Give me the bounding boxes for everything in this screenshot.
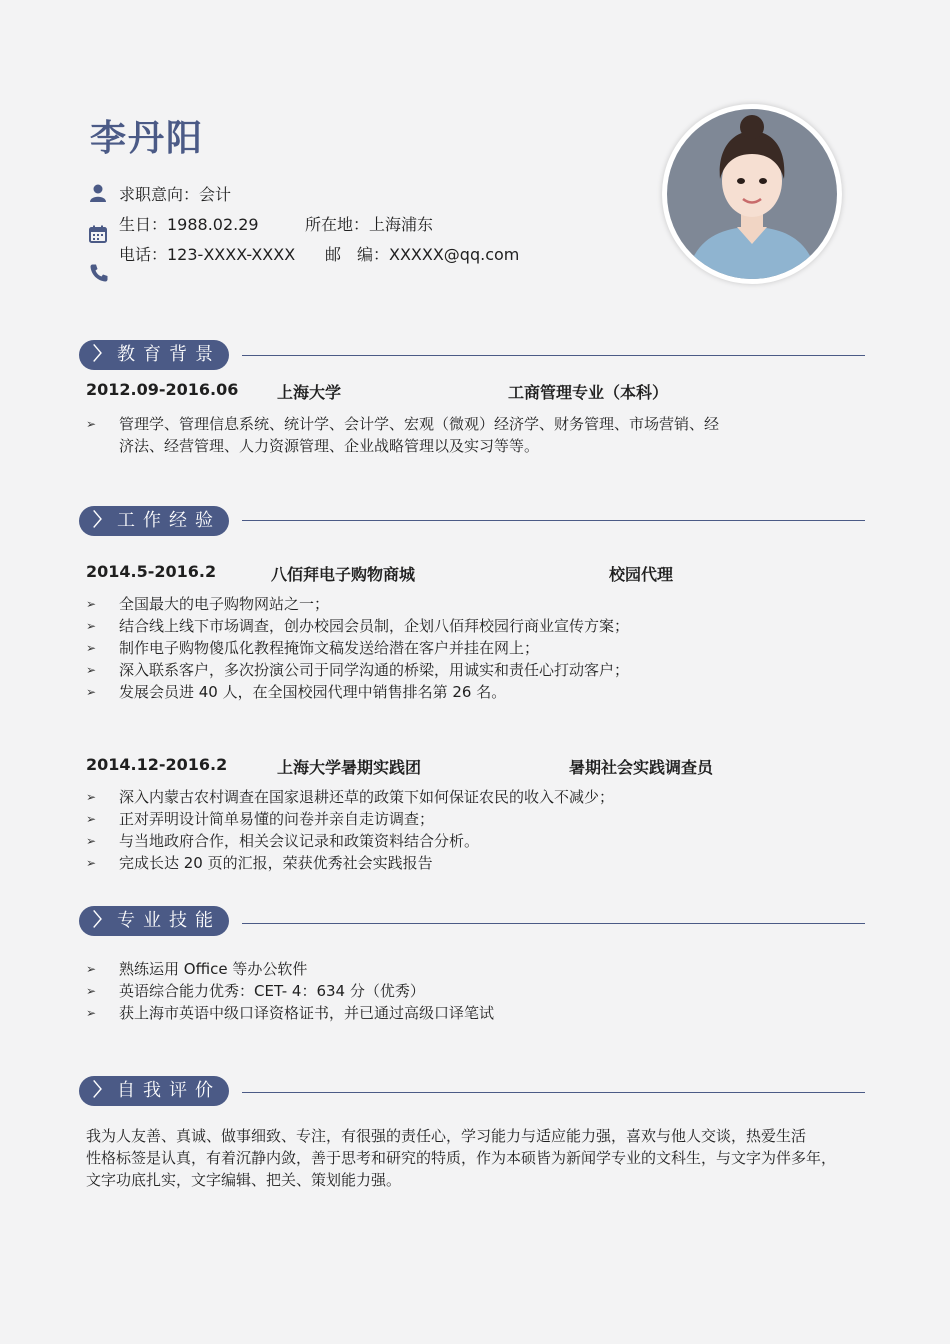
section-title: 自我评价 (117, 1080, 221, 1101)
arrow-bullet-icon: ➢ (86, 417, 97, 431)
edu-major: 工商管理专业（本科） (508, 383, 669, 402)
chevron-right-icon: 〉 (93, 1080, 111, 1101)
section-header-skills (79, 906, 229, 936)
chevron-right-icon: 〉 (93, 344, 111, 365)
edu-courses (86, 413, 719, 457)
arrow-bullet-icon: ➢ (86, 834, 97, 848)
edu-school: 上海大学 (277, 383, 342, 402)
birthday: 生日：1988.02.29 (119, 215, 259, 234)
work-role: 暑期社会实践调查员 (569, 758, 714, 777)
calendar-icon (88, 224, 108, 244)
work-items (86, 786, 614, 874)
list-item: ➢ 获上海市英语中级口译资格证书，并已通过高级口译笔试 (86, 1004, 495, 1022)
self-eval-line: 文字功底扎实，文字编辑、把关、策划能力强。 (86, 1171, 402, 1189)
self-eval-line: 我为人友善、真诚、做事细致、专注，有很强的责任心，学习能力与适应能力强，喜欢与他人交谈，热爱生活 (86, 1127, 807, 1145)
section-divider (242, 355, 865, 356)
section-divider (242, 520, 865, 521)
candidate-name: 李丹阳 (90, 118, 205, 159)
arrow-bullet-icon: ➢ (86, 962, 97, 976)
list-item: ➢ 英语综合能力优秀：CET- 4：634 分（优秀） (86, 982, 425, 1000)
location: 所在地：上海浦东 (305, 215, 434, 234)
self-eval-line: 性格标签是认真，有着沉静内敛，善于思考和研究的特质，作为本硕皆为新闻学专业的文科生，与文字为伴多年， (86, 1149, 837, 1167)
list-item: ➢ 正对弄明设计简单易懂的问卷并亲自走访调查； (86, 810, 435, 828)
list-item: ➢ 管理学、管理信息系统、统计学、会计学、宏观（微观）经济学、财务管理、市场营销、经 (86, 415, 720, 433)
list-item: ➢ 制作电子购物傻瓜化教程掩饰文稿发送给潜在客户并挂在网上； (86, 639, 540, 657)
arrow-bullet-icon: ➢ (86, 641, 97, 655)
work-date: 2014.5-2016.2 (86, 562, 217, 581)
job-intent: 求职意向：会计 (119, 185, 232, 204)
work-date: 2014.12-2016.2 (86, 755, 228, 774)
email: 邮 编：XXXXX@qq.com (325, 245, 520, 264)
section-header-work (79, 506, 229, 536)
list-item: 济法、经营管理、人力资源管理、企业战略管理以及实习等等。 (119, 437, 540, 455)
arrow-bullet-icon: ➢ (86, 812, 97, 826)
section-title: 工作经验 (117, 510, 221, 531)
work-org: 八佰拜电子购物商城 (271, 565, 416, 584)
phone: 电话：123-XXXX-XXXX (119, 245, 296, 264)
list-item: ➢ 完成长达 20 页的汇报，荣获优秀社会实践报告 (86, 854, 433, 872)
work-items (86, 593, 629, 703)
arrow-bullet-icon: ➢ (86, 984, 97, 998)
list-item: ➢ 深入联系客户，多次扮演公司于同学沟通的桥梁，用诚实和责任心打动客户； (86, 661, 630, 679)
section-divider (242, 923, 865, 924)
person-icon (88, 183, 108, 203)
arrow-bullet-icon: ➢ (86, 597, 97, 611)
list-item: ➢ 深入内蒙古农村调查在国家退耕还草的政策下如何保证农民的收入不减少； (86, 788, 615, 806)
profile-photo (662, 104, 842, 284)
arrow-bullet-icon: ➢ (86, 856, 97, 870)
arrow-bullet-icon: ➢ (86, 619, 97, 633)
list-item: ➢ 全国最大的电子购物网站之一； (86, 595, 330, 613)
arrow-bullet-icon: ➢ (86, 1006, 97, 1020)
work-role: 校园代理 (609, 565, 674, 584)
section-title: 教育背景 (117, 344, 221, 365)
chevron-right-icon: 〉 (93, 510, 111, 531)
edu-date: 2012.09-2016.06 (86, 380, 239, 399)
list-item: ➢ 与当地政府合作，相关会议记录和政策资料结合分析。 (86, 832, 480, 850)
section-header-self (79, 1076, 229, 1106)
section-header-education (79, 340, 229, 370)
arrow-bullet-icon: ➢ (86, 790, 97, 804)
list-item: ➢ 发展会员进 40 人，在全国校园代理中销售排名第 26 名。 (86, 683, 507, 701)
chevron-right-icon: 〉 (93, 910, 111, 931)
skills-items (86, 958, 494, 1024)
list-item: ➢ 结合线上线下市场调查，创办校园会员制，企划八佰拜校园行商业宣传方案； (86, 617, 630, 635)
work-org: 上海大学暑期实践团 (277, 758, 422, 777)
section-title: 专业技能 (117, 910, 221, 931)
section-divider (242, 1092, 865, 1093)
list-item: ➢ 熟练运用 Office 等办公软件 (86, 960, 308, 978)
arrow-bullet-icon: ➢ (86, 685, 97, 699)
arrow-bullet-icon: ➢ (86, 663, 97, 677)
phone-icon (89, 263, 109, 283)
